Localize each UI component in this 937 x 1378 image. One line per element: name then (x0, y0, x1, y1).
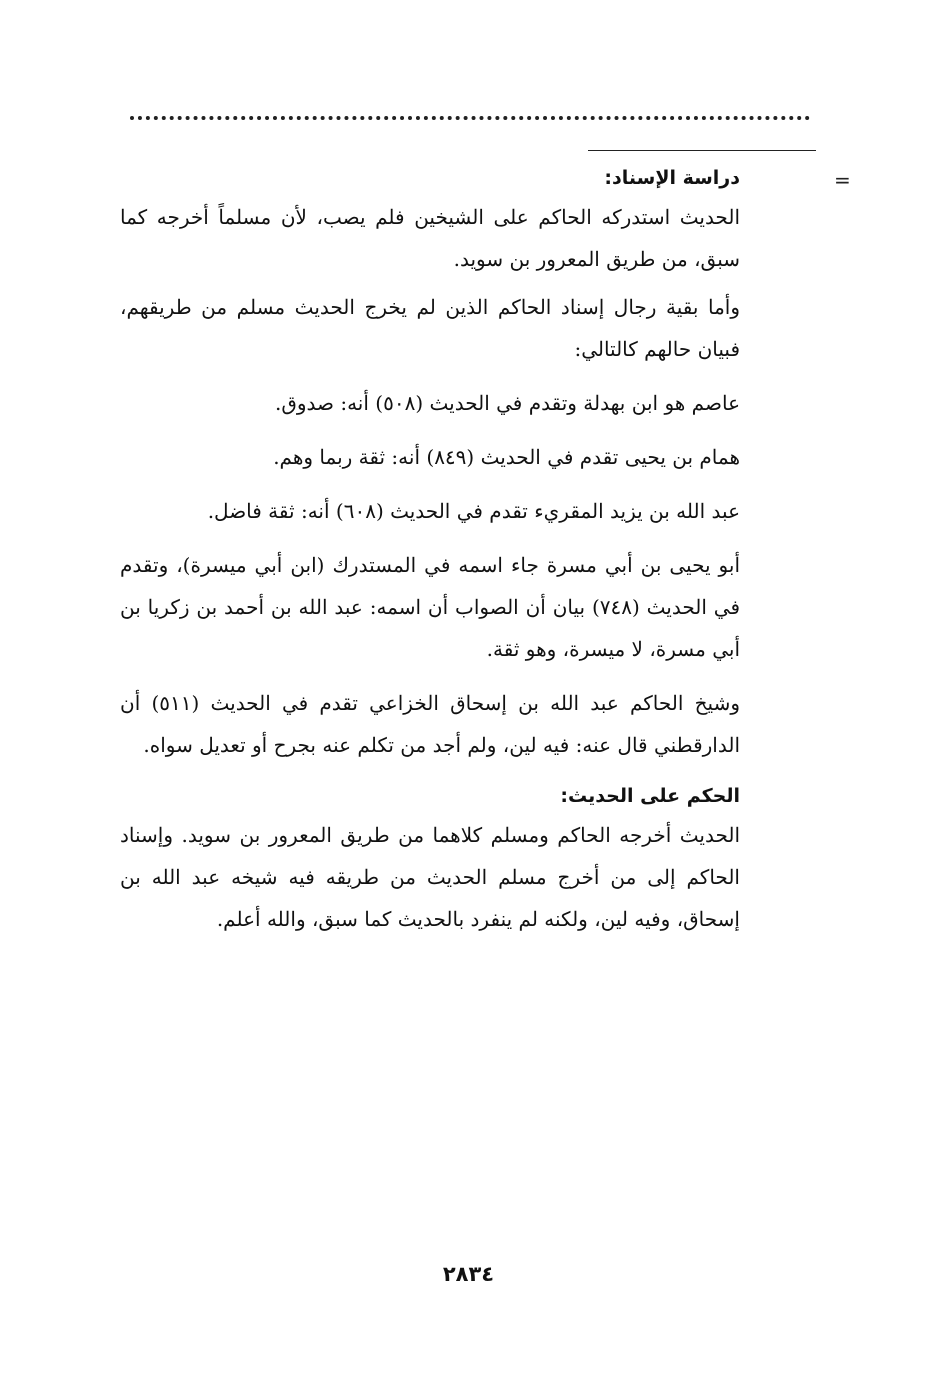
paragraph: الحديث استدركه الحاكم على الشيخين فلم يصب، لأن مسلماً أخرجه كما سبق، من طريق المعرور بن سويد. (120, 205, 740, 271)
paragraph: وشيخ الحاكم عبد الله بن إسحاق الخزاعي تقدم في الحديث (٥١١) أن الدارقطني قال عنه: فيه لين، ولم أجد من تكلم عنه بجرح أو تعديل سواه. (120, 691, 740, 757)
page-number: ٢٨٣٤ (442, 1262, 495, 1286)
paragraph: وأما بقية رجال إسناد الحاكم الذين لم يخرج الحديث مسلم من طريقهم، فبيان حالهم كالتالي: (120, 295, 740, 361)
page-body (120, 160, 740, 952)
paragraph: الحديث أخرجه الحاكم ومسلم كلاهما من طريق المعرور بن سويد. وإسناد الحاكم إلى من أخرج مسلم الحديث من طريقه فيه شيخه عبد الله بن إسحاق، وفيه لين، ولكنه لم ينفرد بالحديث كما سبق، والله أعلم. (120, 823, 740, 931)
ruling-heading: الحكم على الحديث: (560, 785, 740, 807)
paragraph: همام بن يحيى تقدم في الحديث (٨٤٩) أنه: ثقة ربما وهم. (273, 445, 740, 469)
paragraph: أبو يحيى بن أبي مسرة جاء اسمه في المستدرك (ابن أبي ميسرة)، وتقدم في الحديث (٧٤٨) بيان أن الصواب أن اسمه: عبد الله بن أحمد بن زكريا بن أبي مسرة، لا ميسرة، وهو ثقة. (120, 553, 741, 661)
isnad-study-heading: دراسة الإسناد: (604, 167, 740, 189)
footnote-rule (588, 150, 816, 151)
paragraph: عاصم هو ابن بهدلة وتقدم في الحديث (٥٠٨) أنه: صدوق. (274, 391, 740, 415)
paragraph: عبد الله بن يزيد المقريء تقدم في الحديث (٦٠٨) أنه: ثقة فاضل. (207, 499, 740, 523)
continuation-mark: = (834, 168, 851, 192)
dotted-separator (130, 116, 810, 120)
